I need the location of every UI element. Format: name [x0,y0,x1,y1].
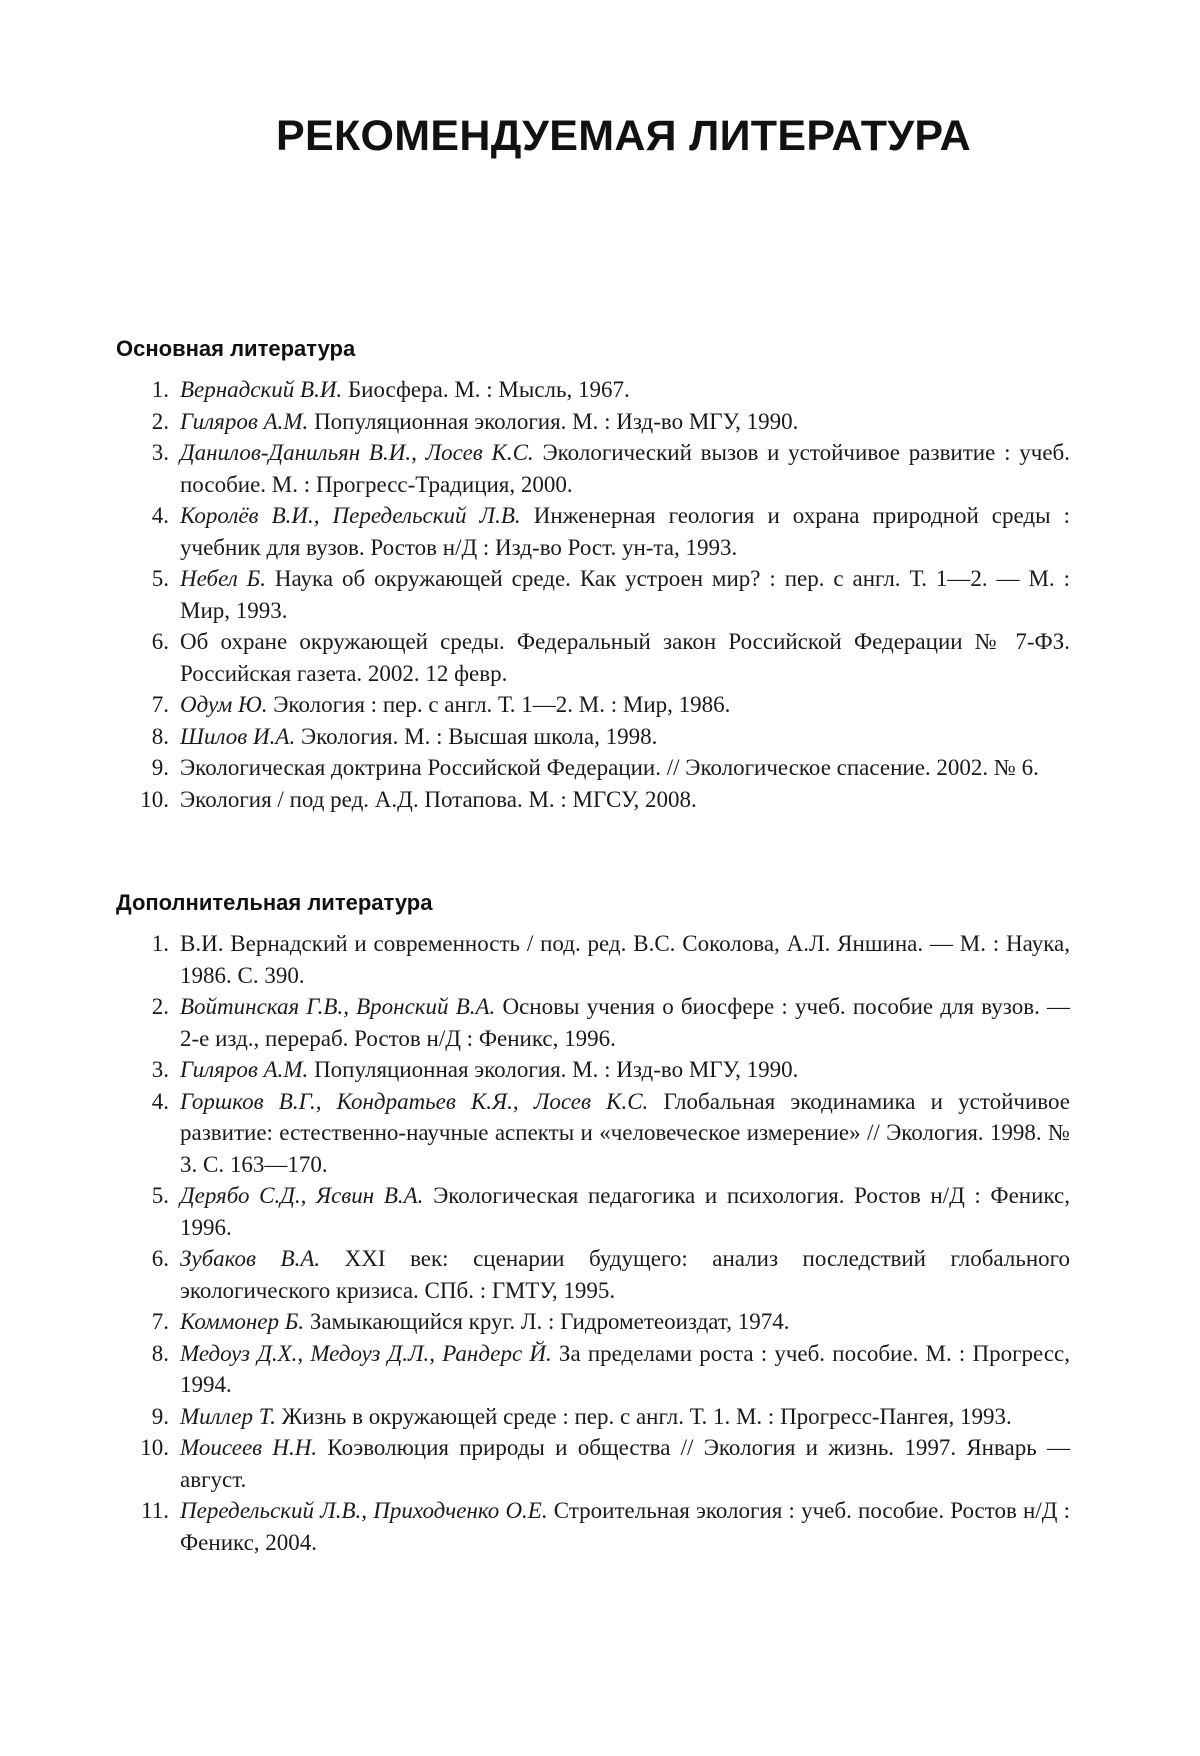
reference-number: 1. [151,931,169,956]
reference-number: 1. [151,377,169,402]
reference-item [116,1401,1070,1433]
reference-author: Вернадский В.И. [180,377,343,402]
reference-item [116,1180,1070,1243]
reference-author: Медоуз Д.Х., Медоуз Д.Л., Рандерс Й. [180,1340,552,1366]
reference-item [116,1432,1070,1495]
reference-item [116,721,1070,753]
reference-number: 7. [151,692,169,717]
reference-number: 9. [151,1403,169,1429]
reference-text: Экология : пер. с англ. Т. 1—2. М. : Мир, 1986. [267,692,731,717]
reference-author: Гиляров А.М. [180,1057,309,1082]
reference-text: Популяционная экология. М. : Изд-во МГУ, 1990. [308,408,799,434]
reference-text: Экологическая доктрина Российской Федерации. // Экологическое спасение. 2002. № 6. [180,755,1039,780]
reference-text: Инженерная геология и охрана природной среды : учебник для вузов. Ростов н/Д : Изд-во Рост. ун-та, 1993. [180,503,1070,560]
reference-number: 5. [151,1183,169,1208]
reference-text: Биосфера. М. : Мысль, 1967. [342,377,630,402]
reference-text: Об охране окружающей среды. Федеральный закон Российской Федерации № 7-ФЗ. Российская газета. 2002. 12 февр. [180,629,1070,686]
reference-text: Экология. М. : Высшая школа, 1998. [295,723,658,749]
reference-item [116,437,1070,500]
reference-number: 2. [151,994,169,1019]
reference-number: 2. [151,408,169,434]
reference-text: Коэволюция природы и общества // Экология и жизнь. 1997. Январь — август. [180,1435,1070,1492]
reference-text: XXI век: сценарии будущего: анализ последствий глобального экологического кризиса. СПб. : ГМТУ, 1995. [180,1246,1070,1303]
reference-number: 8. [151,1340,169,1366]
reference-author: Передельский Л.В., Приходченко О.Е. [180,1498,548,1523]
reference-number: 6. [151,629,169,654]
reference-author: Шилов И.А. [180,723,296,749]
reference-item [116,752,1070,784]
reference-text: За пределами роста : учеб. пособие. М. : Прогресс, 1994. [180,1340,1070,1397]
reference-item [116,1243,1070,1306]
reference-author: Горшков В.Г., Кондратьев К.Я., Лосев К.С. [180,1088,649,1114]
reference-number: 3. [151,1057,169,1082]
reference-item [116,500,1070,563]
reference-number: 4. [151,1088,169,1114]
reference-list-additional [116,928,1070,1558]
additional-literature-section [116,890,1070,1558]
main-literature-section [116,336,1070,815]
reference-number: 11. [141,1498,169,1523]
section-heading-main: Основная литература [116,336,356,361]
reference-number: 10. [140,786,169,812]
reference-text: Наука об окружающей среде. Как устроен мир? : пер. с англ. Т. 1—2. — М. : Мир, 1993. [180,566,1070,623]
reference-number: 3. [151,440,169,465]
reference-author: Коммонер Б. [180,1309,305,1334]
reference-number: 10. [140,1435,169,1460]
reference-text: Замыкающийся круг. Л. : Гидрометеоиздат, 1974. [304,1309,790,1334]
reference-number: 6. [151,1246,169,1271]
reference-item [116,689,1070,721]
reference-text: Строительная экология : учеб. пособие. Ростов н/Д : Феникс, 2004. [180,1498,1071,1555]
reference-item [116,1306,1070,1338]
reference-author: Одум Ю. [180,692,268,717]
reference-text: Экологический вызов и устойчивое развитие : учеб. пособие. М. : Прогресс-Традиция, 2000. [180,440,1070,497]
reference-item [116,406,1070,438]
reference-author: Данилов-Данильян В.И., Лосев К.С. [180,440,534,465]
page-title: РЕКОМЕНДУЕМАЯ ЛИТЕРАТУРА [276,112,971,160]
reference-author: Миллер Т. [180,1403,276,1429]
reference-item [116,1086,1070,1181]
reference-number: 8. [151,723,169,749]
reference-author: Королёв В.И., Передельский Л.В. [180,503,521,528]
reference-item [116,563,1070,626]
section-heading-additional: Дополнительная литература [116,890,433,915]
reference-item [116,928,1070,991]
reference-text: Основы учения о биосфере : учеб. пособие для вузов. — 2-е изд., перераб. Ростов н/Д : Феникс, 1996. [180,994,1070,1051]
reference-author: Войтинская Г.В., Вронский В.А. [180,994,496,1019]
reference-number: 9. [151,755,169,780]
reference-text: Экологическая педагогика и психология. Ростов н/Д : Феникс, 1996. [180,1183,1070,1240]
reference-number: 5. [151,566,169,591]
reference-author: Небел Б. [180,566,266,591]
reference-text: В.И. Вернадский и современность / под. ред. В.С. Соколова, А.Л. Яншина. — М. : Наука, 1986. С. 390. [180,931,1070,988]
reference-list-main [116,374,1070,815]
reference-text: Экология / под ред. А.Д. Потапова. М. : МГСУ, 2008. [180,786,697,812]
reference-text: Популяционная экология. М. : Изд-во МГУ, 1990. [308,1057,799,1082]
reference-text: Жизнь в окружающей среде : пер. с англ. Т. 1. М. : Прогресс-Пангея, 1993. [275,1403,1012,1429]
reference-author: Дерябо С.Д., Ясвин В.А. [180,1183,424,1208]
reference-author: Зубаков В.А. [180,1246,321,1271]
reference-author: Гиляров А.М. [180,408,309,434]
reference-item [116,374,1070,406]
reference-number: 4. [151,503,169,528]
reference-item [116,991,1070,1054]
reference-item [116,784,1070,816]
reference-number: 7. [151,1309,169,1334]
reference-item [116,626,1070,689]
reference-item [116,1495,1070,1558]
reference-author: Моисеев Н.Н. [180,1435,318,1460]
reference-item [116,1338,1070,1401]
reference-text: Глобальная экодинамика и устойчивое развитие: естественно-научные аспекты и «человеческое измерение» // Экология. 1998. № 3. С. 163—170. [180,1088,1070,1177]
reference-item [116,1054,1070,1086]
